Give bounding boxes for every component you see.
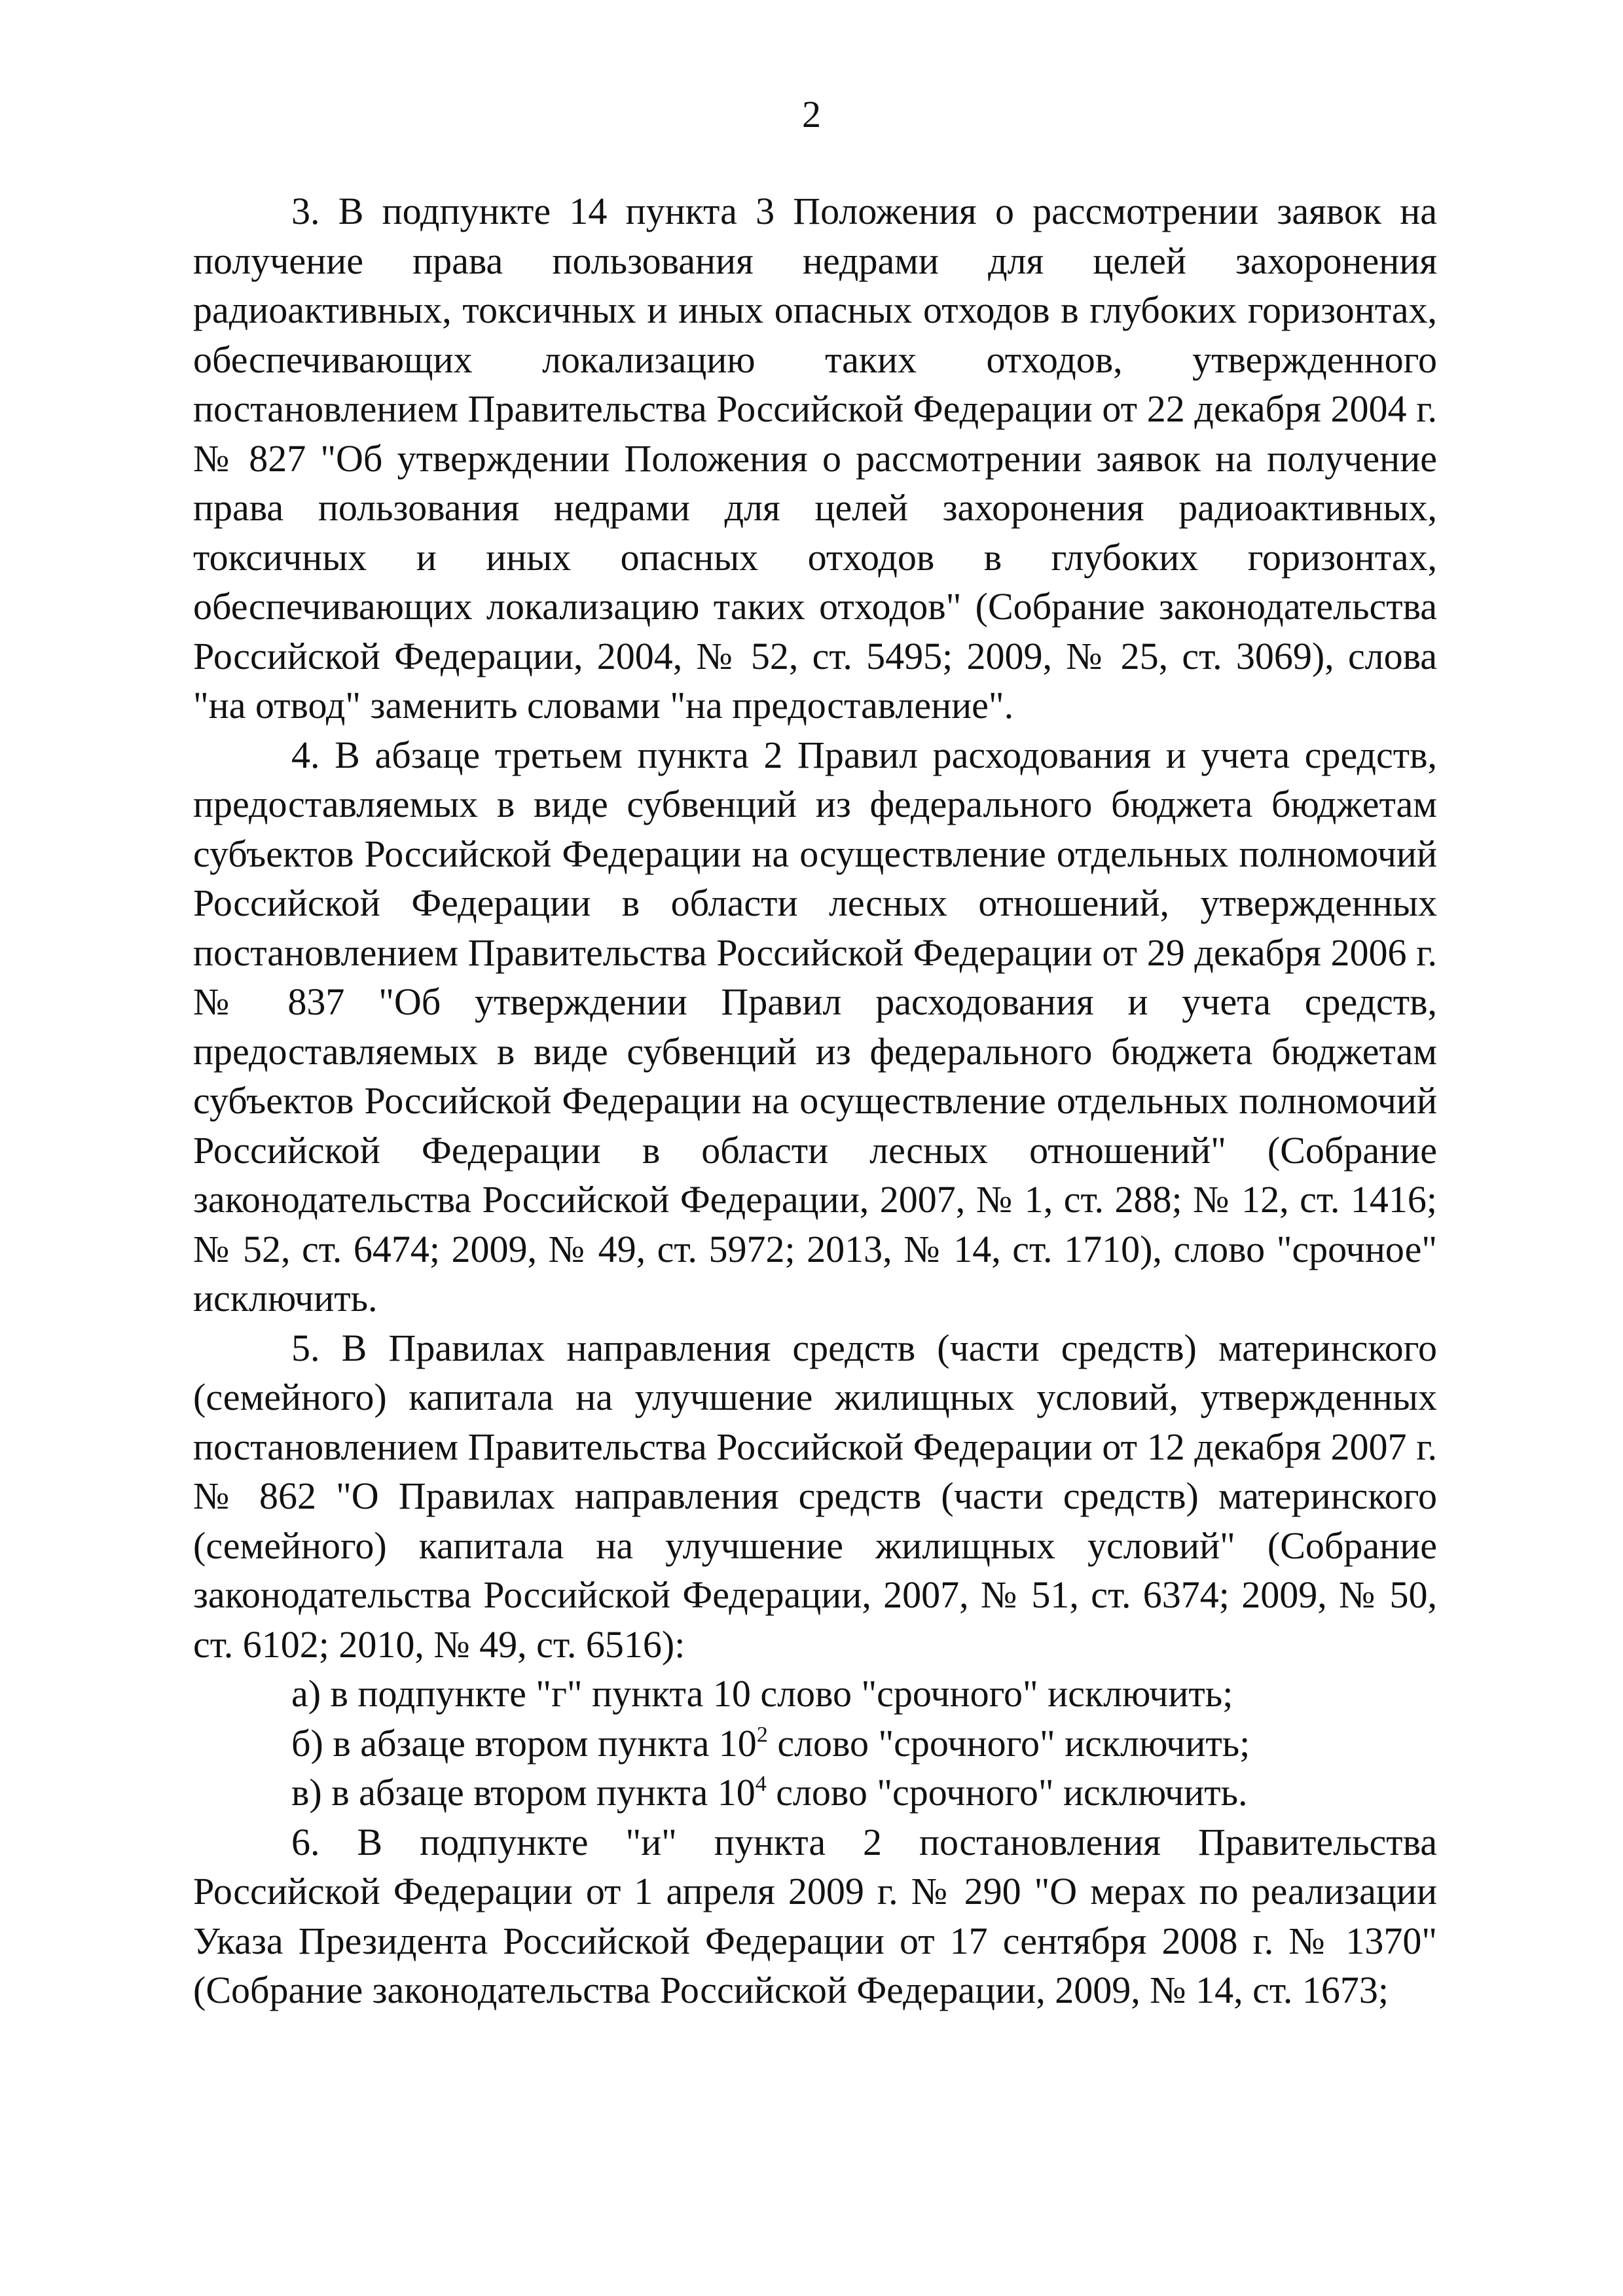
paragraph-5: 5. В Правилах направления средств (части средств) материнского (семейного) капитала на улучшение жилищных условий, утвержденных постановлением Правительства Российской Федерации от 12 декабря 2007 г. № 862 "О Правилах направления средств (части средств) материнского (семейного) капитала на улучшение жилищных условий" (Собрание законодательства Российской Федерации, 2007, № 51, ст. 6374; 2009, № 50, ст. 6102; 2010, № 49, ст. 6516):	[193, 1326, 1437, 1666]
subparagraph-5b-tail: слово "срочного" исключить;	[767, 1721, 1250, 1765]
subparagraph-5b	[193, 1719, 1437, 1768]
subparagraph-5a: а) в подпункте "г" пункта 10 слово "срочного" исключить;	[291, 1672, 1233, 1715]
paragraph-6: 6. В подпункте "и" пункта 2 постановления Правительства Российской Федерации от 1 апреля 2009 г. № 290 "О мерах по реализации Указа Президента Российской Федерации от 17 сентября 2008 г. № 1370" (Собрание законодательства Российской Федерации, 2009, № 14, ст. 1673;	[193, 1820, 1437, 2011]
subparagraph-5b-text: б) в абзаце втором пункта 10	[291, 1721, 757, 1765]
subparagraph-5c	[193, 1768, 1437, 1818]
page-number: 2	[802, 93, 821, 135]
subparagraph-5c-tail: слово "срочного" исключить.	[766, 1771, 1248, 1814]
superscript-2: 2	[756, 1722, 768, 1747]
superscript-4: 4	[755, 1772, 767, 1796]
subparagraph-5c-text: в) в абзаце втором пункта 10	[291, 1771, 756, 1814]
paragraph-4: 4. В абзаце третьем пункта 2 Правил расходования и учета средств, предоставляемых в виде субвенций из федерального бюджета бюджетам субъектов Российской Федерации на осуществление отдельных полномочий Российской Федерации в области лесных отношений, утвержденных постановлением Правительства Российской Федерации от 29 декабря 2006 г. № 837 "Об утверждении Правил расходования и учета средств, предоставляемых в виде субвенций из федерального бюджета бюджетам субъектов Российской Федерации на осуществление отдельных полномочий Российской Федерации в области лесных отношений" (Собрание законодательства Российской Федерации, 2007, № 1, ст. 288; № 12, ст. 1416; № 52, ст. 6474; 2009, № 49, ст. 5972; 2013, № 14, ст. 1710), слово "срочное" исключить.	[193, 733, 1437, 1319]
paragraph-3: 3. В подпункте 14 пункта 3 Положения о рассмотрении заявок на получение права пользования недрами для целей захоронения радиоактивных, токсичных и иных опасных отходов в глубоких горизонтах, обеспечивающих локализацию таких отходов, утвержденного постановлением Правительства Российской Федерации от 22 декабря 2004 г. № 827 "Об утверждении Положения о рассмотрении заявок на получение права пользования недрами для целей захоронения радиоактивных, токсичных и иных опасных отходов в глубоких горизонтах, обеспечивающих локализацию таких отходов" (Собрание законодательства Российской Федерации, 2004, № 52, ст. 5495; 2009, № 25, ст. 3069), слова "на отвод" заменить словами "на предоставление".	[193, 190, 1437, 726]
document-body	[193, 187, 1437, 2015]
